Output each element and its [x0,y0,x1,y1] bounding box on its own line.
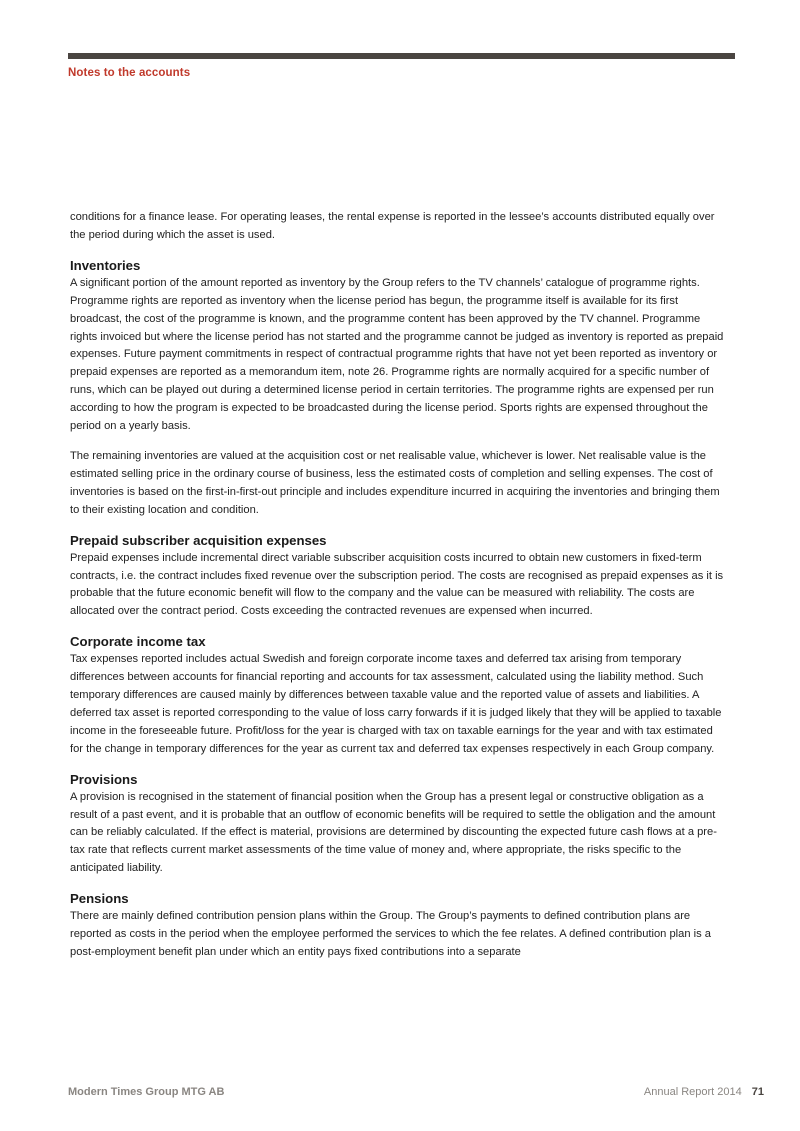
page-number: 71 [751,1086,764,1098]
section-heading: Provisions [70,771,138,787]
section-heading: Inventories [70,257,141,273]
section-inventories [70,257,725,520]
section-paragraph: A provision is recognised in the statement of financial position when the Group has a present legal or constructive obligation as a result of a past event, and it is probable that an outflow of economic benefits will be required to settle the obligation and the amount can be reliably calculated. If the effect is material, provisions are determined by discounting the expected future cash flows at a pre-tax rate that reflects current market assessments of the time value of money and, where appropriate, the risks specific to the anticipated liability. [70,790,717,875]
section-heading: Corporate income tax [70,634,206,650]
footer-company: Modern Times Group MTG AB [68,1086,225,1098]
document-body [70,209,725,974]
section-provisions [70,771,725,879]
section-paragraph: Prepaid expenses include incremental direct variable subscriber acquisition costs incurred to obtain new customers in fixed-term contracts, i.e. the contract includes fixed revenue over the subscription period. The costs are recognised as prepaid expenses as it is probable that the future economic benefit will flow to the company and the value can be measured with reliability. The costs are allocated over the contract period. Costs exceeding the contracted revenues are expensed when incurred. [70,551,724,618]
section-heading: Prepaid subscriber acquisition expenses [70,532,327,548]
intro-paragraph: conditions for a finance lease. For operating leases, the rental expense is reported in the lessee’s accounts distributed equally over the period during which the asset is used. [70,211,715,241]
section-paragraph: There are mainly defined contribution pension plans within the Group. The Group’s payments to defined contribution plans are reported as costs in the period when the employee performed the services to which the fee relates. A defined contribution plan is a post-employment benefit plan under which an entity pays fixed contributions into a separate [70,910,711,958]
section-paragraph: The remaining inventories are valued at the acquisition cost or net realisable value, whichever is lower. Net realisable value is the estimated selling price in the ordinary course of business, less the estimated costs of completion and selling expenses. The cost of inventories is based on the first-in-first-out principle and includes expenditure incurred in acquiring the inventories and bringing them to their existing location and condition. [70,449,720,516]
footer-report [644,1086,764,1098]
section-prepaid-subscriber-acquisition [70,532,725,622]
header-rule [68,53,735,59]
footer-report-title: Annual Report 2014 [643,1086,742,1098]
section-paragraph: A significant portion of the amount reported as inventory by the Group refers to the TV channels’ catalogue of programme rights. Programme rights are reported as inventory when the license period has begun, the programme itself is available for its first broadcast, the cost of the programme is known, and the programme content has been approved by the TV channel. Programme rights invoiced but where the license period has not started and the programme cannot be judged as inventory is reported as prepaid expenses. Future payment commitments in respect of contractual programme rights that have not yet been reported as inventory or prepaid expenses are reported as a memorandum item, note 26. Programme rights are normally acquired for a specific number of runs, which can be played out during a determined license period in certain territories. The programme rights are expensed per run according to how the program is expected to be broadcasted during the license period. Sports rights are expensed throughout the period on a yearly basis. [70,276,724,433]
section-corporate-income-tax [70,633,725,758]
section-heading: Pensions [70,891,129,907]
section-pensions [70,890,725,962]
section-label: Notes to the accounts [68,67,191,79]
section-paragraph: Tax expenses reported includes actual Swedish and foreign corporate income taxes and deferred tax arising from temporary differences between accounts for financial reporting and accounts for tax assessment, calculated using the liability method. Such temporary differences are caused mainly by differences between taxable value and the reported value of assets and liabilities. A deferred tax asset is reported corresponding to the value of loss carry forwards if it is judged likely that they will be applied to taxable income in the foreseeable future. Profit/loss for the year is charged with tax on taxable earnings for the year and with tax estimated for the change in temporary differences for the year as current tax and deferred tax expenses respectively in each Group company. [70,653,722,755]
